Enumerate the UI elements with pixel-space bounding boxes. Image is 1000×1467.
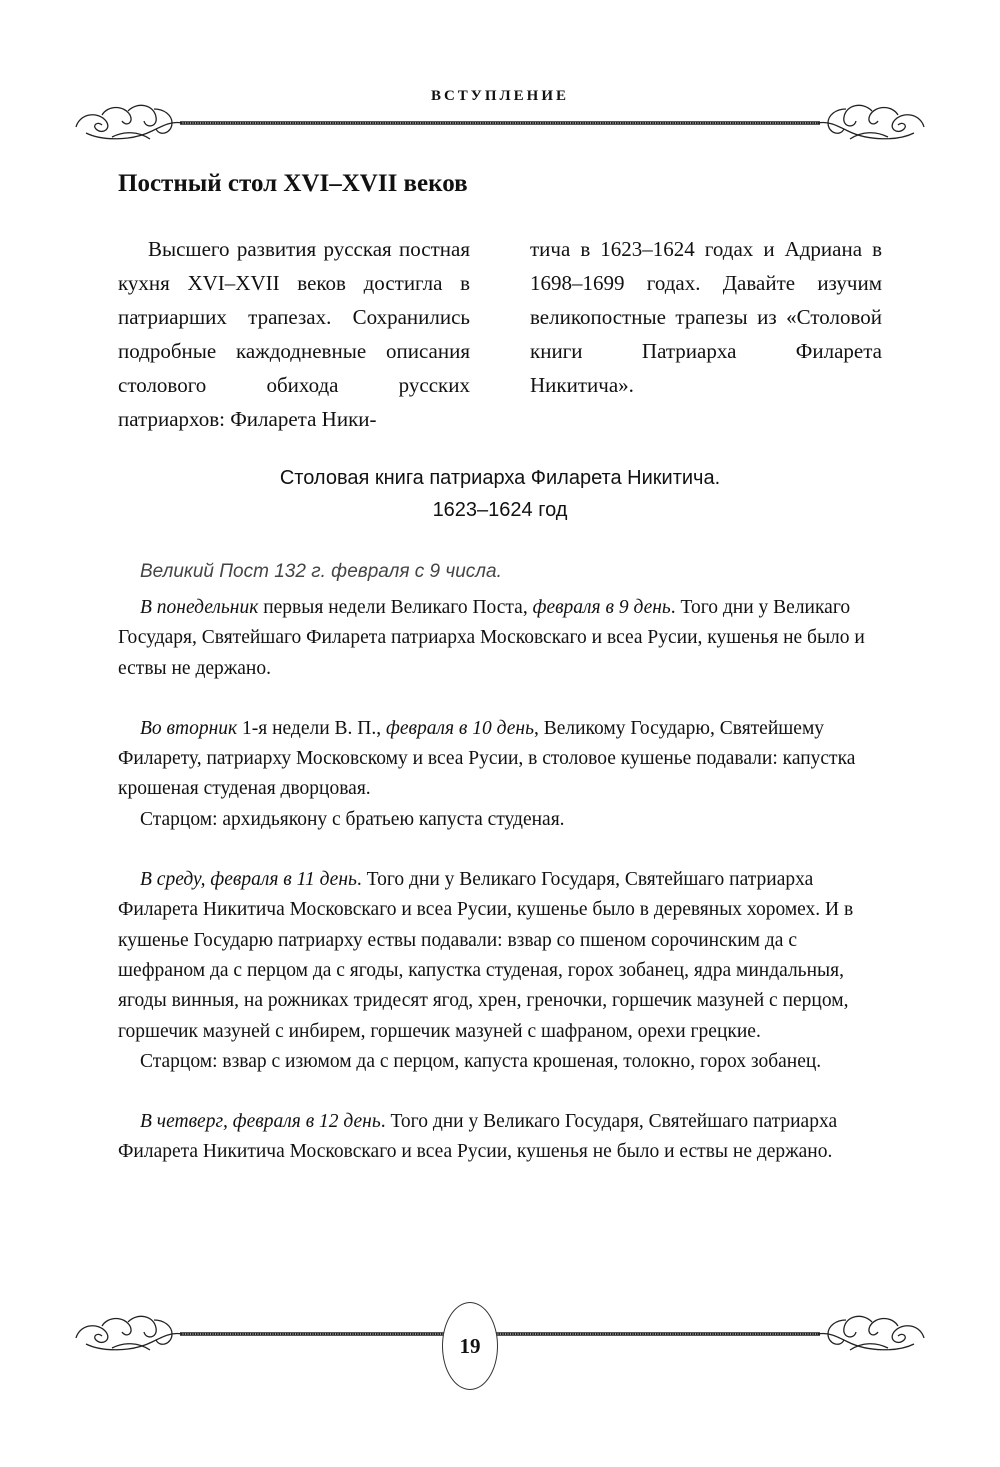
entry-tuesday: Во вторник 1-я недели В. П., февраля в 10 день, Великому Государю, Святейшему Филарету, патриарху Московскому и всеа Русии, в столовое кушенье подавали: капустка крошеная студеная дворцовая. (118, 717, 856, 800)
book-title-line-2: 1623–1624 год (432, 499, 568, 521)
entry-day-date: В среду, февраля в 11 день (140, 869, 357, 891)
intro-two-column (118, 232, 882, 436)
page-number: 19 (442, 1302, 498, 1390)
lent-subhead: Великий Пост 132 г. февраля с 9 числа. (140, 561, 502, 582)
intro-right-column: тича в 1623–1624 годах и Адриана в 1698–1699 годах. Давайте изучим великопостные трапезы из «Столовой книги Патриарха Филарета Никитича». (530, 237, 882, 397)
entry-date: февраля в 10 день (386, 717, 534, 739)
entry-day: В понедельник (140, 597, 259, 618)
daily-entries (118, 593, 888, 1168)
flourish-ornament-icon (72, 101, 928, 147)
section-title: Постный стол XVI–XVII веков (118, 170, 468, 197)
entry-tuesday-elders: Старцом: архидьякону с братьею капуста студеная. (140, 808, 565, 830)
entry-thursday: В четверг, февраля в 12 день. Того дни у Великаго Государя, Святейшаго патриарха Филарета Никитича Московскаго и всеа Русии, кушенья не было и ествы не держано. (118, 1111, 838, 1163)
running-head: ВСТУПЛЕНИЕ (430, 88, 570, 104)
flourish-ornament-icon (72, 1312, 928, 1358)
entry-date: февраля в 9 день (532, 597, 671, 618)
entry-day: Во вторник (140, 717, 238, 739)
intro-left-column: Высшего развития русская постная кухня XVI–XVII веков достигла в патриарших трапезах. Сохранились подробные каждодневные описания столового обихода русских патриархов: Филарета Ники- (118, 237, 470, 431)
entry-wednesday: В среду, февраля в 11 день. Того дни у Великаго Государя, Святейшаго патриарха Филарета Никитича Московскаго и всеа Русии, кушенье было в деревяных хоромех. И в кушенье Государю патриарху ествы подавали: взвар со пшеном сорочинским да с шефраном да с перцом да с ягоды, капустка студеная, горох зобанец, ядра миндальныя, ягоды винныя, на рожниках тридесят ягод, хрен, греночки, горшечик мазуней с перцом, горшечик мазуней с инбирем, горшечик мазуней с шафраном, орехи грецкие. (118, 869, 854, 1042)
book-title (0, 462, 1000, 526)
entry-day-date: В четверг, февраля в 12 день (140, 1111, 381, 1133)
entry-wednesday-elders: Старцом: взвар с изюмом да с перцом, капуста крошеная, толокно, горох зобанец. (140, 1050, 822, 1072)
bottom-ornamental-rule (72, 1312, 928, 1358)
top-ornamental-rule (72, 101, 928, 147)
book-title-line-1: Столовая книга патриарха Филарета Никитича. (279, 467, 721, 489)
entry-monday: В понедельник первыя недели Великаго Поста, февраля в 9 день. Того дни у Великаго Государя, Святейшаго Филарета патриарха Московскаго и всеа Русии, кушенья не было и ествы не держано. (118, 597, 865, 679)
